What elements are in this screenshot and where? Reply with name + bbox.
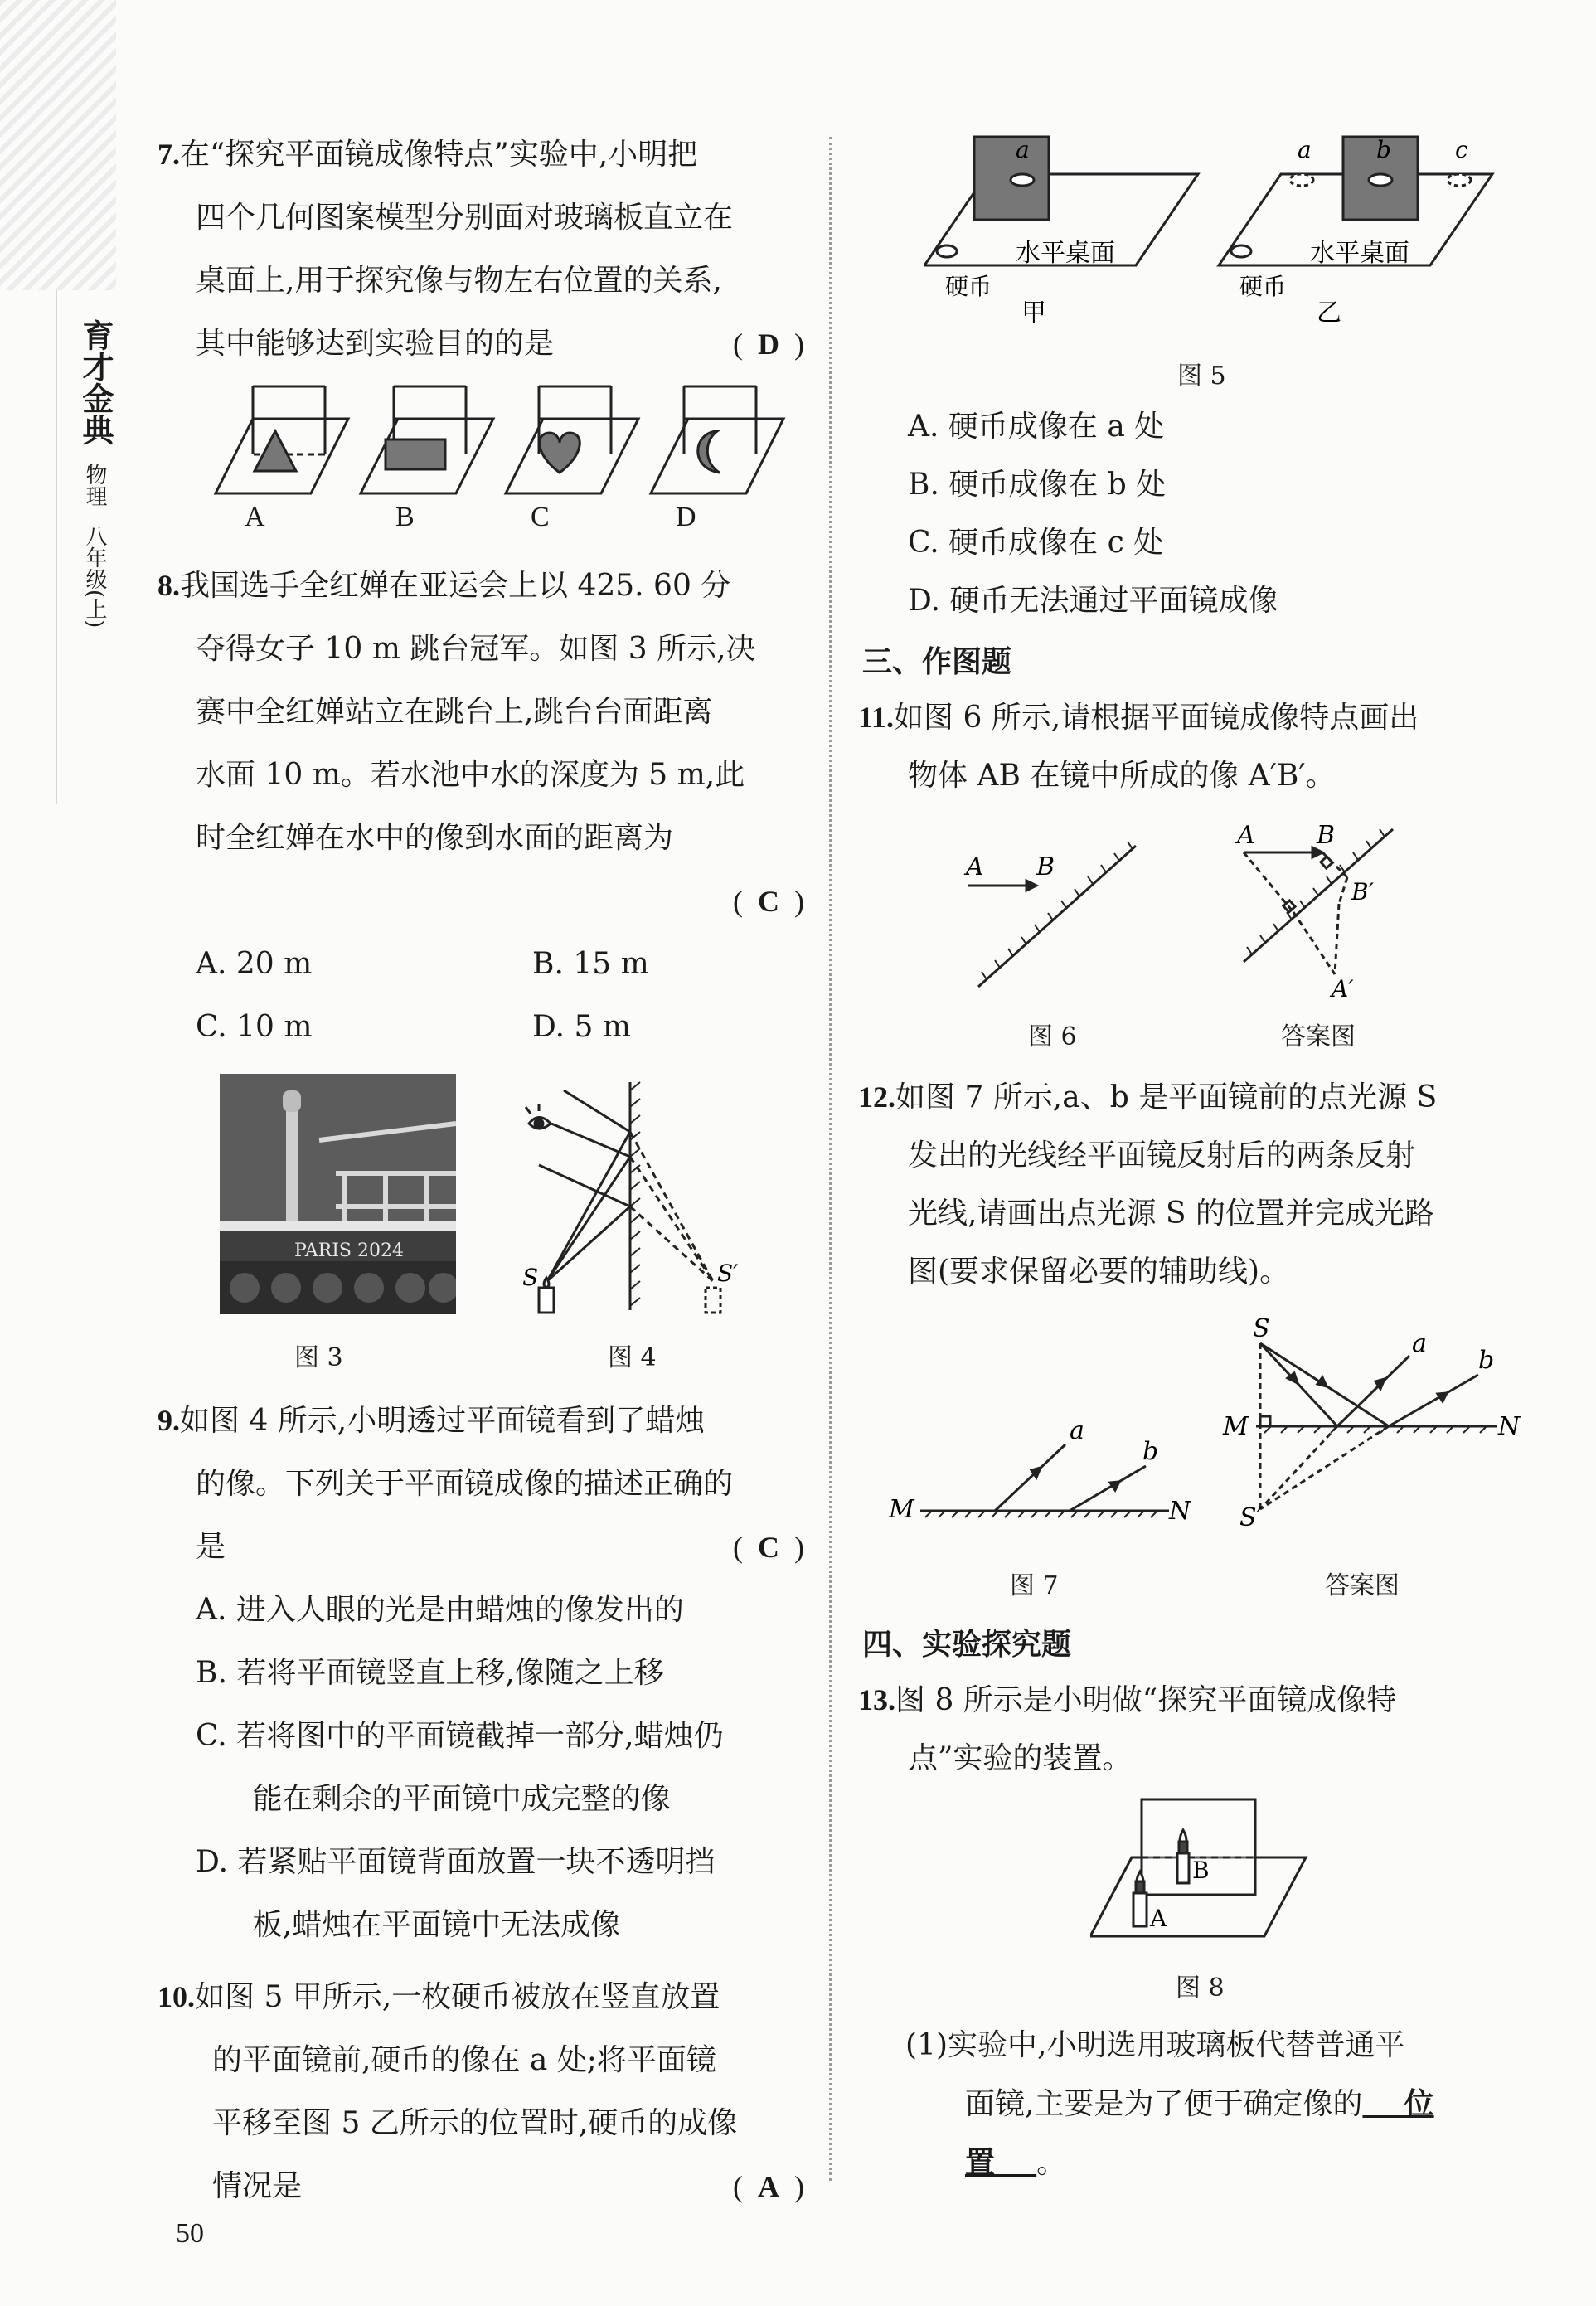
question-13 [858,1671,1505,1788]
label-N: N [1169,1497,1191,1526]
figure-7-diagram [879,1410,1194,1542]
s-label: S [522,1264,539,1291]
label-S-prime: S′ [1239,1503,1263,1532]
choice-label: A [245,502,265,532]
label-B: B [1192,1857,1210,1884]
label-M: M [889,1495,914,1524]
question-text: 图(要求保留必要的辅助线)。 [908,1255,1290,1289]
question-number: 10. [158,1980,195,2013]
question-text: 发出的光线经平面镜反射后的两条反射 [908,1138,1416,1172]
question-number: 12. [858,1080,895,1114]
question-text: 其中能够达到实验目的的是 [196,327,555,361]
page-number: 50 [176,2218,204,2249]
question-text: 四个几何图案模型分别面对玻璃板直立在 [196,201,734,235]
figure-6-answer-caption: 答案图 [1281,1022,1356,1051]
option-c-cont: 能在剩余的平面镜中成完整的像 [196,1782,671,1816]
label-B: B [1317,821,1336,850]
fill-answer: 位 [1404,2086,1434,2121]
question-number: 9. [158,1404,180,1437]
corner-stripes [0,0,116,290]
question-text: 桌面上,用于探究像与物左右位置的关系, [196,264,722,298]
answer-choice: C [758,885,779,918]
section-4-title: 四、实验探究题 [862,1628,1072,1662]
section-3-title: 三、作图题 [862,645,1012,679]
label-a: a [1298,136,1312,163]
q7-figure [211,381,792,547]
question-text: 物体 AB 在镜中所成的像 A′B′。 [908,759,1336,793]
question-number: 13. [858,1683,895,1716]
question-text: 如图 7 所示,a、b 是平面镜前的点光源 S [895,1080,1438,1114]
question-text: 图 8 所示是小明做“探究平面镜成像特 [895,1683,1397,1717]
subject-label: 物理 [82,464,107,507]
option-a: A. 进入人眼的光是由蜡烛的像发出的 [196,1593,684,1627]
side-header [76,319,113,628]
option-c: C. 若将图中的平面镜截掉一部分,蜡烛仍 [196,1719,724,1753]
punctuation: 。 [1036,2146,1067,2180]
option-b: B. 15 m [532,947,649,981]
figure-5-caption: 图 5 [1177,362,1226,391]
figure-5-diagram [924,129,1505,336]
question-text: 在“探究平面镜成像特点”实验中,小明把 [180,138,698,172]
choice-b-pattern [361,386,493,493]
table-text: 水平桌面 [1310,239,1409,268]
question-text: 面镜,主要是为了便于确定像的 [965,2087,1363,2121]
fig5-left-label: 甲 [1021,299,1046,328]
label-B-prime: B′ [1351,878,1374,905]
option-d: D. 5 m [532,1010,631,1044]
question-text: 平移至图 5 乙所示的位置时,硬币的成像 [212,2106,738,2140]
question-10-options [908,398,1555,630]
label-a: a [1412,1329,1427,1358]
option-a: A. 20 m [196,947,313,981]
question-number: 11. [858,701,895,734]
answer-bracket: ( D ) [733,313,804,376]
coin-text: 硬币 [1239,273,1287,300]
option-a: A. 硬币成像在 a 处 [908,410,1165,444]
figure-7-answer-diagram [1215,1318,1530,1534]
question-text: 赛中全红婵站立在跳台上,跳台台面距离 [196,695,713,729]
choice-a-pattern [216,386,348,493]
label-A: A [1150,1905,1167,1932]
label-b: b [1142,1437,1159,1466]
fig5-right-label: 乙 [1317,299,1341,328]
photo-text: PARIS 2024 [294,1240,404,1261]
question-text: (1)实验中,小明选用玻璃板代替普通平 [905,2028,1405,2062]
label-B: B [1036,852,1055,881]
s-prime-label: S′ [717,1260,739,1287]
label-b: b [1376,136,1391,163]
fill-answer: 置 [965,2145,996,2180]
label-a: a [1016,136,1030,163]
question-8 [158,554,804,1059]
figure-4-caption: 图 4 [608,1343,657,1372]
figure-7-answer-caption: 答案图 [1325,1571,1400,1600]
label-A: A [966,852,984,881]
column-divider [829,137,832,2181]
label-b: b [1478,1346,1495,1375]
question-text: 的平面镜前,硬币的像在 a 处;将平面镜 [212,2043,716,2077]
question-text: 我国选手全红婵在亚运会上以 425. 60 分 [180,569,731,603]
choice-c-pattern [506,386,638,493]
table-text: 水平桌面 [1016,239,1115,268]
brand-title: 育才金典 [77,319,114,445]
figure-6-caption: 图 6 [1028,1022,1077,1051]
diving-photo [220,1074,456,1314]
option-d-cont: 板,蜡烛在平面镜中无法成像 [196,1908,621,1942]
question-11 [858,688,1505,805]
choice-d-pattern [651,386,783,493]
label-N: N [1498,1412,1521,1441]
question-text: 情况是 [212,2169,303,2203]
question-text: 如图 5 甲所示,一枚硬币被放在竖直放置 [195,1980,720,2014]
answer-bracket: ( C ) [733,1516,804,1579]
question-number: 8. [158,569,180,602]
question-text: 是 [196,1530,226,1564]
label-a: a [1070,1416,1084,1445]
question-text: 水面 10 m。若水池中水的深度为 5 m,此 [196,758,745,792]
question-text: 如图 4 所示,小明透过平面镜看到了蜡烛 [180,1404,706,1438]
question-text: 的像。下列关于平面镜成像的描述正确的 [196,1467,734,1501]
side-rule [56,290,57,804]
question-text: 时全红婵在水中的像到水面的距离为 [196,821,674,855]
question-12 [858,1068,1505,1301]
question-number: 7. [158,138,180,171]
figure-8-diagram [1090,1795,1314,1944]
choice-label: D [676,502,696,532]
label-M: M [1223,1412,1249,1441]
label-S: S [1253,1318,1270,1343]
label-c: c [1455,136,1468,163]
answer-choice: C [758,1531,779,1564]
answer-choice: A [758,2170,779,2203]
figure-3-caption: 图 3 [294,1343,343,1372]
figure-4-diagram [514,1074,763,1314]
question-13-part-1 [905,2017,1502,2192]
question-text: 夺得女子 10 m 跳台冠军。如图 3 所示,决 [196,632,756,666]
figure-6-diagram [953,821,1161,995]
choice-label: C [531,502,550,532]
question-9 [158,1389,804,1957]
coin-text: 硬币 [945,273,992,300]
option-b: B. 硬币成像在 b 处 [908,468,1167,502]
option-c: C. 硬币成像在 c 处 [908,526,1164,560]
answer-bracket: ( A ) [733,2155,804,2218]
figure-6-answer-diagram [1227,821,1434,1003]
option-c: C. 10 m [196,1010,313,1044]
label-A: A [1237,821,1255,850]
option-d: D. 若紧贴平面镜背面放置一块不透明挡 [196,1845,716,1879]
choice-label: B [395,502,415,532]
figure-7-caption: 图 7 [1010,1571,1059,1600]
option-b: B. 若将平面镜竖直上移,像随之上移 [196,1656,664,1690]
figure-8-caption: 图 8 [1176,1973,1225,2003]
question-text: 如图 6 所示,请根据平面镜成像特点画出 [894,701,1419,735]
question-10 [158,1965,804,2218]
question-text: 点”实验的装置。 [908,1741,1133,1775]
question-7 [158,123,804,376]
label-A-prime: A′ [1332,975,1354,1003]
option-d: D. 硬币无法通过平面镜成像 [908,584,1278,618]
question-text: 光线,请画出点光源 S 的位置并完成光路 [908,1197,1434,1231]
grade-label: 八年级(上) [82,525,107,629]
answer-bracket: ( C ) [733,870,804,933]
answer-choice: D [758,328,779,361]
